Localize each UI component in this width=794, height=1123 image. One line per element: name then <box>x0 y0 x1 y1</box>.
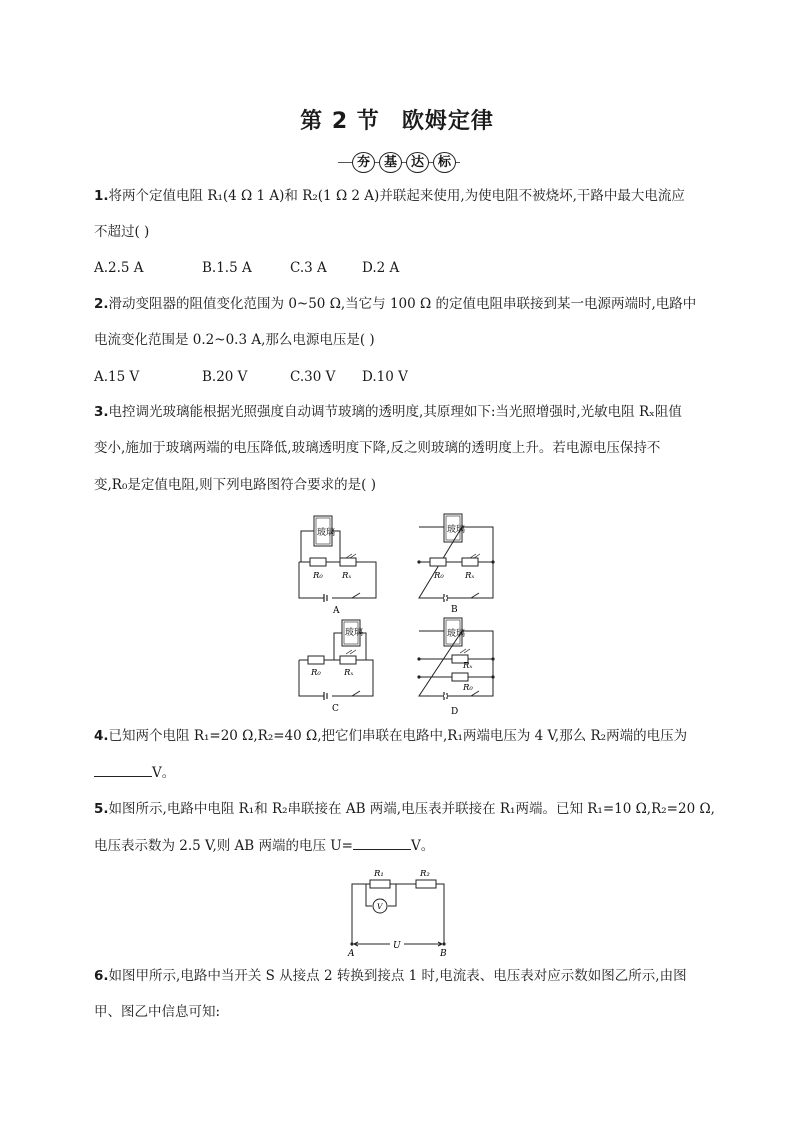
question-text: 电控调光玻璃能根据光照强度自动调节玻璃的透明度,其原理如下:当光照增强时,光敏电阻 Rₓ阻值 <box>108 404 682 420</box>
question-2-line-2: 电流变化范围是 0.2~0.3 A,那么电源电压是( ) <box>94 332 375 348</box>
glass-label: 玻璃 <box>447 525 466 535</box>
question-1-line-1 <box>94 186 704 206</box>
option-c: C.30 V <box>290 369 336 385</box>
badge-char: 夯 <box>352 152 375 173</box>
section-number: 第 2 节 <box>300 109 380 134</box>
question-5-line-1 <box>94 799 715 819</box>
question-4-line-2 <box>94 762 704 783</box>
question-2-options <box>94 367 408 387</box>
rx-label: Rₓ <box>344 668 354 678</box>
r0-label: R₀ <box>463 683 473 693</box>
option-b: B.1.5 A <box>202 260 252 276</box>
option-c: C.3 A <box>290 260 327 276</box>
point-b-label: B <box>440 949 447 959</box>
option-b: B.20 V <box>202 369 248 385</box>
option-label-c: C <box>332 704 339 714</box>
question-6-line-1 <box>94 966 704 986</box>
question-2-line-1 <box>94 294 704 314</box>
badge-char: 达 <box>406 152 429 173</box>
question-text: 将两个定值电阻 R₁(4 Ω 1 A)和 R₂(1 Ω 2 A)并联起来使用,为使电阻不被烧坏,干路中最大电流应 <box>108 188 685 204</box>
option-d: D.10 V <box>362 369 408 385</box>
circuit-q5 <box>344 866 456 958</box>
page-title <box>0 104 794 135</box>
option-label-d: D <box>451 707 459 717</box>
r1-label: R₁ <box>374 869 384 879</box>
question-text: 滑动变阻器的阻值变化范围为 0~50 Ω,当它与 100 Ω 的定值电阻串联接到某一电源两端时,电路中 <box>108 296 697 312</box>
question-3-line-3: 变,R₀是定值电阻,则下列电路图符合要求的是( ) <box>94 477 376 493</box>
circuit-d <box>416 616 496 720</box>
answer-blank[interactable] <box>94 762 152 777</box>
question-number: 2. <box>94 296 109 312</box>
question-number: 3. <box>94 404 109 420</box>
r0-label: R₀ <box>434 571 444 581</box>
question-text: 已知两个电阻 R₁=20 Ω,R₂=40 Ω,把它们串联在电路中,R₁两端电压为 4 V,那么 R₂两端的电压为 <box>108 728 688 744</box>
glass-label: 玻璃 <box>447 629 466 639</box>
question-6-line-2: 甲、图乙中信息可知: <box>94 1004 221 1020</box>
question-text: 电压表示数为 2.5 V,则 AB 两端的电压 U= <box>94 838 353 854</box>
question-number: 1. <box>94 188 109 204</box>
section-badge <box>338 149 460 175</box>
question-1-line-2: 不超过( ) <box>94 224 150 240</box>
point-a-label: A <box>348 949 355 959</box>
question-number: 5. <box>94 801 109 817</box>
r0-label: R₀ <box>311 668 321 678</box>
question-5-line-2 <box>94 835 704 856</box>
question-number: 4. <box>94 728 109 744</box>
r0-label: R₀ <box>313 571 323 581</box>
option-label-b: B <box>451 605 458 615</box>
answer-blank[interactable] <box>353 835 411 850</box>
r2-label: R₂ <box>420 869 430 879</box>
circuit-b <box>416 512 496 614</box>
unit-text: V。 <box>152 765 176 781</box>
rx-label: Rₓ <box>342 571 352 581</box>
voltmeter-label: V <box>377 902 383 911</box>
u-label: U <box>393 941 401 951</box>
question-text: 如图所示,电路中电阻 R₁和 R₂串联接在 AB 两端,电压表并联接在 R₁两端。已知 R₁=10 Ω,R₂=20 Ω, <box>108 801 715 817</box>
question-text: 如图甲所示,电路中当开关 S 从接点 2 转换到接点 1 时,电流表、电压表对应示数如图乙所示,由图 <box>108 968 687 984</box>
glass-label: 玻璃 <box>345 628 364 638</box>
badge-char: 标 <box>433 152 456 173</box>
badge-char: 基 <box>379 152 402 173</box>
glass-label: 玻璃 <box>317 528 336 538</box>
option-a: A.15 V <box>94 369 140 385</box>
unit-text: V。 <box>410 838 435 854</box>
question-number: 6. <box>94 968 109 984</box>
section-name: 欧姆定律 <box>401 109 494 134</box>
rx-label: Rₓ <box>465 571 475 581</box>
question-4-line-1 <box>94 726 704 746</box>
question-3-line-1 <box>94 402 704 422</box>
question-3-line-2: 变小,施加于玻璃两端的电压降低,玻璃透明度下降,反之则玻璃的透明度上升。若电源电压保持不 <box>94 440 661 456</box>
circuit-a <box>296 514 386 614</box>
question-1-options <box>94 258 399 278</box>
option-d: D.2 A <box>362 260 400 276</box>
option-a: A.2.5 A <box>94 260 144 276</box>
option-label-a: A <box>333 606 340 616</box>
circuit-c <box>296 618 380 718</box>
rx-label: Rₓ <box>463 661 473 671</box>
